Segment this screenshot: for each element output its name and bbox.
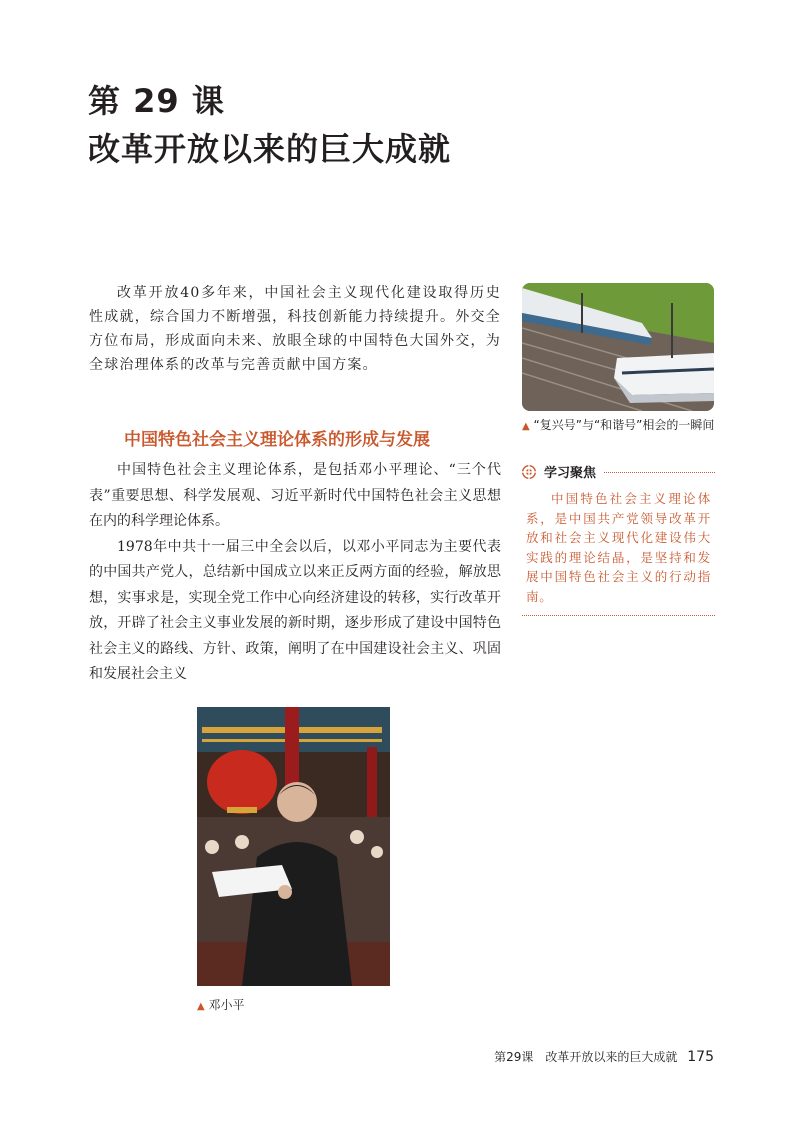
train-photo-caption [522, 416, 718, 436]
deng-xiaoping-photo [197, 707, 390, 986]
dotted-divider [604, 472, 715, 473]
lesson-title: 改革开放以来的巨大成就 [88, 130, 452, 168]
train-caption-text: “复兴号”与“和谐号”相会的一瞬间 [533, 418, 715, 432]
body-text [89, 458, 501, 688]
triangle-marker-icon: ▲ [197, 1001, 205, 1012]
train-photo [522, 283, 714, 411]
triangle-marker-icon: ▲ [522, 421, 530, 432]
page-number: 175 [687, 1049, 714, 1065]
body-paragraph: 1978年中共十一届三中全会以后，以邓小平同志为主要代表的中国共产党人，总结新中国成立以来正反两方面的经验，解放思想，实事求是，实现全党工作中心向经济建设的转移，实行改革开放，开辟了社会主义事业发展的新时期，逐步形成了建设中国特色社会主义的路线、方针、政策，阐明了在中国建设社会主义、巩固和发展社会主义 [89, 538, 501, 682]
lesson-number: 第 29 课 [88, 82, 225, 120]
train-illustration [522, 283, 714, 411]
dotted-divider [522, 615, 715, 616]
study-focus-icon [522, 465, 536, 479]
study-focus-header [522, 462, 715, 481]
deng-xiaoping-illustration [197, 707, 390, 986]
study-focus-box [522, 462, 715, 616]
running-title: 第29课 改革开放以来的巨大成就 [494, 1050, 678, 1064]
body-paragraph: 中国特色社会主义理论体系，是包括邓小平理论、“三个代表”重要思想、科学发展观、习近平新时代中国特色社会主义思想在内的科学理论体系。 [89, 462, 501, 529]
study-focus-label: 学习聚焦 [544, 466, 597, 481]
intro-paragraph: 改革开放40多年来，中国社会主义现代化建设取得历史性成就，综合国力不断增强，科技创新能力持续提升。外交全方位布局，形成面向未来、放眼全球的中国特色大国外交，为全球治理体系的改革与完善贡献中国方案。 [89, 285, 501, 373]
deng-caption-text: 邓小平 [208, 998, 245, 1012]
page-footer [494, 1048, 714, 1065]
study-focus-text: 中国特色社会主义理论体系，是中国共产党领导改革开放和社会主义现代化建设伟大实践的理论结晶，是坚持和发展中国特色社会主义的行动指南。 [526, 491, 711, 604]
deng-photo-caption [197, 996, 245, 1013]
section-heading: 中国特色社会主义理论体系的形成与发展 [124, 430, 430, 450]
